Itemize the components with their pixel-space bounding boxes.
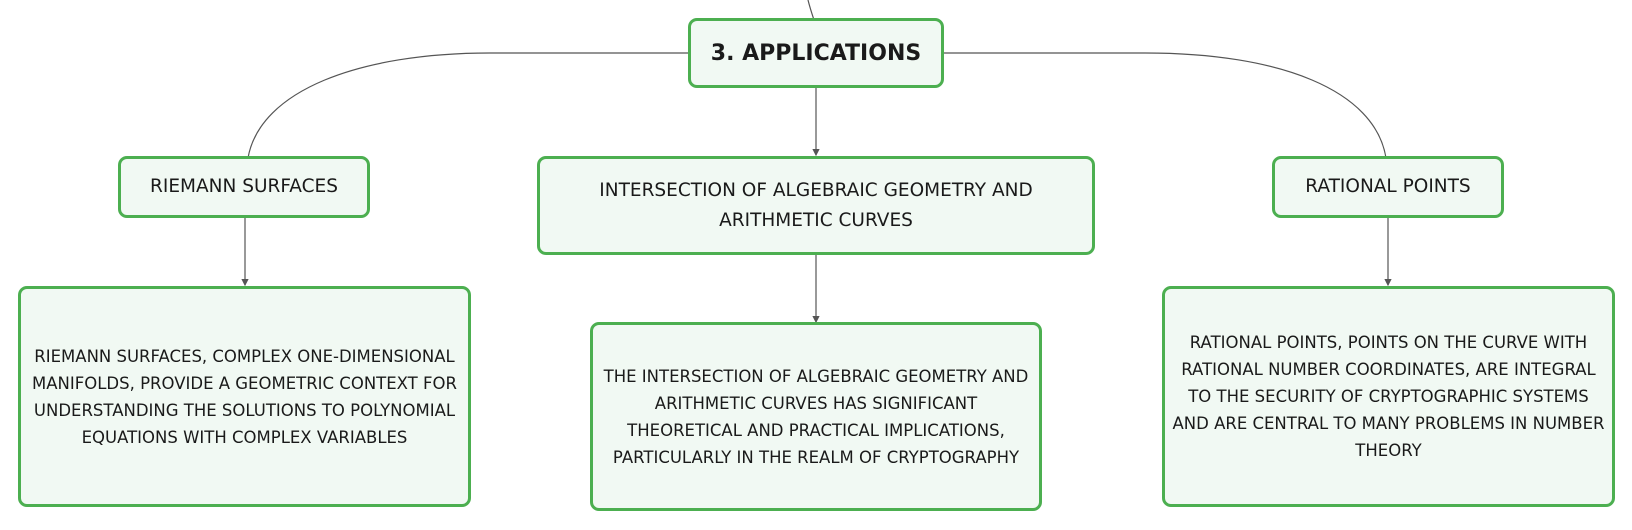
connector-parent-to-root [808, 0, 814, 20]
root-node-label: 3. APPLICATIONS [710, 40, 922, 66]
branch-node-intersection[interactable] [537, 156, 1095, 255]
branch-node-label: INTERSECTION OF ALGEBRAIC GEOMETRY AND ARITHMETIC CURVES [599, 179, 1033, 231]
detail-node-text: RATIONAL POINTS, POINTS ON THE CURVE WITH RATIONAL NUMBER COORDINATES, ARE INTEGRAL TO THE SECURITY OF CRYPTOGRAPHIC SYSTEMS AND ARE CENTRAL TO MANY PROBLEMS IN NUMBER THEORY [1172, 333, 1605, 460]
connector-root-to-riemann [248, 53, 690, 158]
detail-node-rational-points[interactable] [1162, 286, 1615, 507]
branch-node-label: RIEMANN SURFACES [150, 176, 338, 197]
root-node[interactable] [688, 18, 944, 88]
detail-node-riemann-surfaces[interactable] [18, 286, 471, 507]
branch-node-riemann-surfaces[interactable] [118, 156, 370, 218]
detail-node-text: THE INTERSECTION OF ALGEBRAIC GEOMETRY AND ARITHMETIC CURVES HAS SIGNIFICANT THEORETICAL AND PRACTICAL IMPLICATIONS, PARTICULARLY IN THE REALM OF CRYPTOGRAPHY [603, 366, 1029, 467]
branch-node-rational-points[interactable] [1272, 156, 1504, 218]
detail-node-text: RIEMANN SURFACES, COMPLEX ONE-DIMENSIONAL MANIFOLDS, PROVIDE A GEOMETRIC CONTEXT FOR UNDERSTANDING THE SOLUTIONS TO POLYNOMIAL EQUATIONS WITH COMPLEX VARIABLES [32, 346, 457, 447]
detail-node-intersection[interactable] [590, 322, 1042, 511]
connector-root-to-rational [943, 53, 1386, 158]
branch-node-label: RATIONAL POINTS [1305, 176, 1471, 197]
